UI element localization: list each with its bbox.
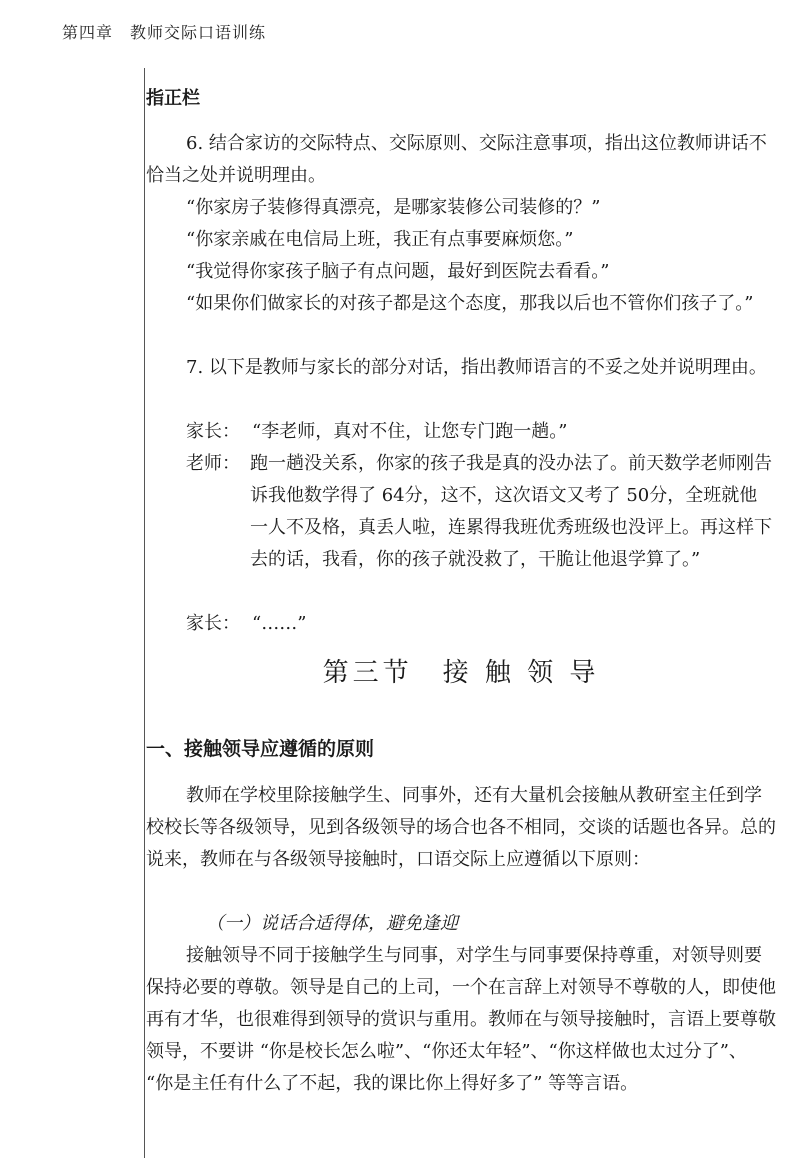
dialogue-text-parent-1: “李老师，真对不住，让您专门跑一趟。” <box>252 421 568 442</box>
subheading: （一）说话合适得体，避免逢迎 <box>206 913 458 934</box>
running-header: 第四章 教师交际口语训练 <box>62 23 267 42</box>
intro-paragraph: 教师在学校里除接触学生、同事外，还有大量机会接触从教研室主任到学校校长等各级领导，见到各级领导的场合也各不相同，交谈的话题也各异。总的说来，教师在与各级领导接触时，口语交际上应遵循以下原则： <box>146 785 776 870</box>
quote-3: “我觉得你家孩子脑子有点问题，最好到医院去看看。” <box>186 261 610 282</box>
section-title: 第三节 接 触 领 导 <box>322 658 600 688</box>
dialogue-speaker-parent-1: 家长： <box>186 421 240 442</box>
exercise-6-prompt: 6. 结合家访的交际特点、交际原则、交际注意事项，指出这位教师讲话不恰当之处并说明理由。 <box>146 133 767 186</box>
heading-1: 一、接触领导应遵循的原则 <box>146 738 375 760</box>
dialogue-speaker-parent-2: 家长： <box>186 613 240 634</box>
box-title: 指正栏 <box>146 88 200 109</box>
dialogue-speaker-teacher: 老师： <box>186 453 240 474</box>
margin-rule <box>144 68 145 1158</box>
quote-4: “如果你们做家长的对孩子都是这个态度，那我以后也不管你们孩子了。” <box>186 293 754 314</box>
dialogue-text-parent-2: “……” <box>252 613 307 634</box>
quote-2: “你家亲戚在电信局上班，我正有点事要麻烦您。” <box>186 229 574 250</box>
quote-1: “你家房子装修得真漂亮，是哪家装修公司装修的？” <box>186 197 601 218</box>
body-paragraph: 接触领导不同于接触学生与同事，对学生与同事要保持尊重，对领导则要保持必要的尊敬。领导是自己的上司，一个在言辞上对领导不尊敬的人，即使他再有才华，也很难得到领导的赏识与重用。教师在与领导接触时，言语上要尊敬领导，不要讲 “你是校长怎么啦”、“你还太年轻”、“你这样做也太过分了”、 “你是主任有什么了不起，我的课比你上得好多了” 等等言语。 <box>146 945 776 1094</box>
dialogue-text-teacher: 跑一趟没关系，你家的孩子我是真的没办法了。前天数学老师刚告诉我他数学得了 64分，这不，这次语文又考了 50分，全班就他一人不及格，真丢人啦，连累得我班优秀班级也没评上。再这样下去的话，我看，你的孩子就没救了，干脆让他退学算了。” <box>250 453 772 570</box>
exercise-7-prompt: 7. 以下是教师与家长的部分对话，指出教师语言的不妥之处并说明理由。 <box>186 357 767 378</box>
